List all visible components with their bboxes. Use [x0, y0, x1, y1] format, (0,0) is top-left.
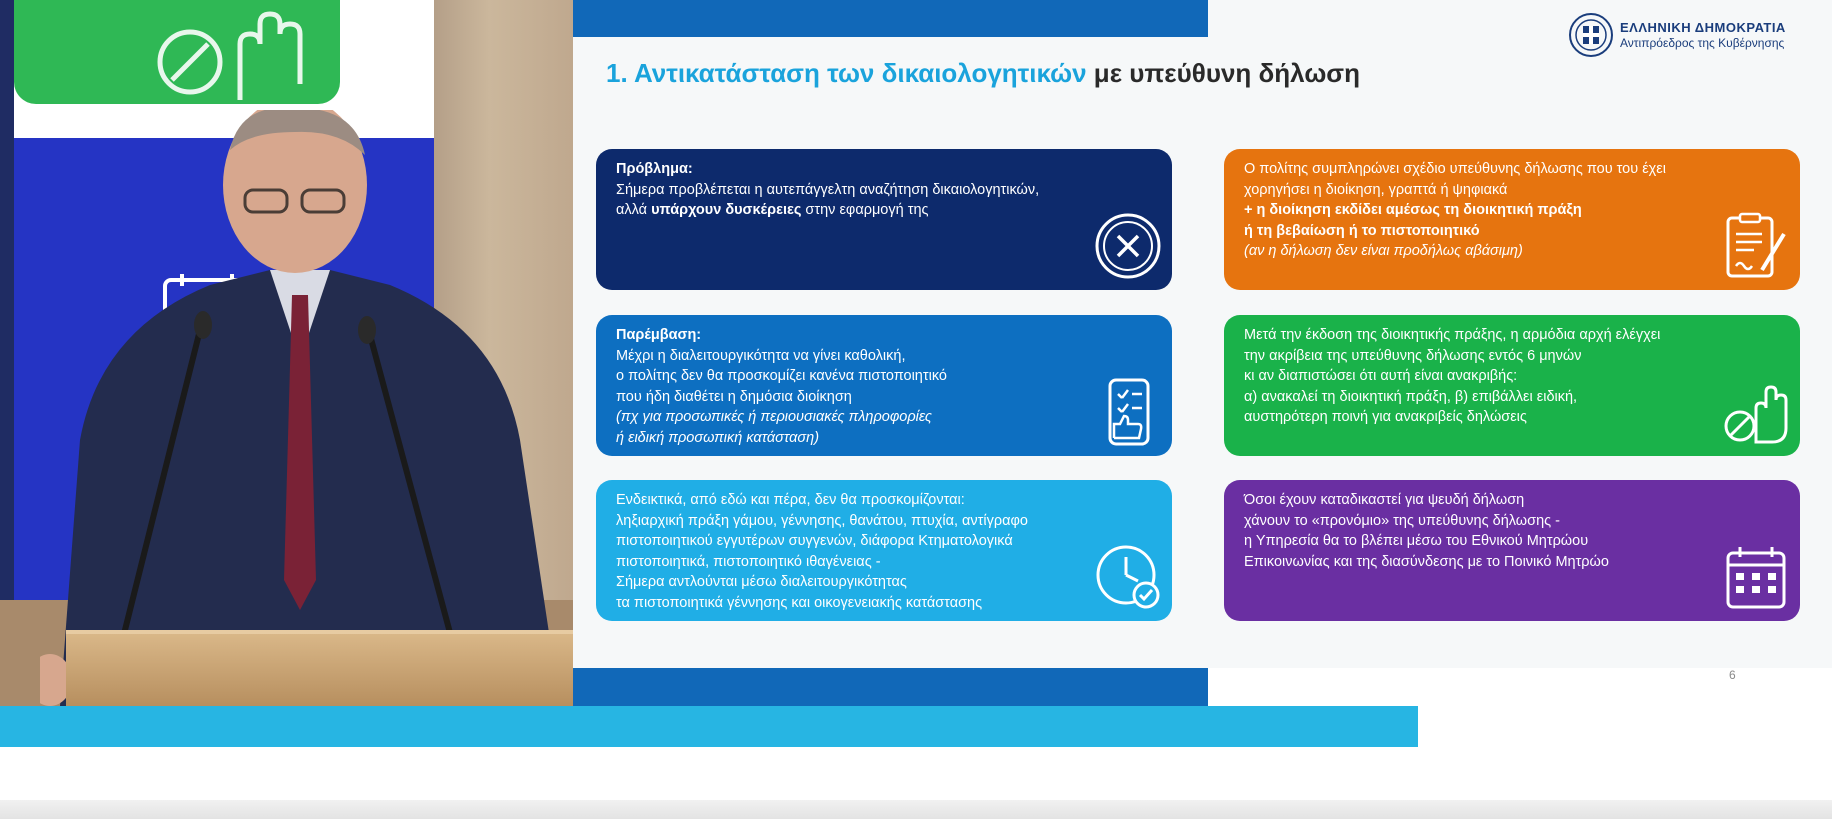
- card-line: ο πολίτης δεν θα προσκομίζει κανένα πιστοποιητικό: [616, 368, 947, 384]
- card-line: πιστοποιητικού εγγυτέρων συγγενών, διάφορα Κτηματολογικά: [616, 533, 1013, 549]
- x-circle-icon: [1094, 212, 1162, 280]
- card-line: Μετά την έκδοση της διοικητικής πράξης, η αρμόδια αρχή ελέγχει: [1244, 327, 1661, 343]
- heading-rest: με υπεύθυνη δήλωση: [1093, 58, 1360, 88]
- government-logo: [1568, 12, 1786, 58]
- logo-title: ΕΛΛΗΝΙΚΗ ΔΗΜΟΚΡΑΤΙΑ: [1620, 20, 1786, 35]
- card-intervention: [596, 315, 1172, 456]
- slide-page-number: 6: [1729, 668, 1736, 682]
- slide-top-bar: [573, 0, 1208, 37]
- card-line: πιστοποιητικά, πιστοποιητικό ιθαγένειας -: [616, 553, 881, 570]
- card-line: Ο πολίτης συμπληρώνει σχέδιο υπεύθυνης δήλωσης που του έχει: [1244, 161, 1666, 177]
- card-line: ή τη βεβαίωση ή το πιστοποιητικό: [1244, 222, 1480, 239]
- card-problem: [596, 149, 1172, 290]
- card-line: την ακρίβεια της υπεύθυνης δήλωσης εντός 6 μηνών: [1244, 347, 1582, 364]
- card-line: Όσοι έχουν καταδικαστεί για ψευδή δήλωση: [1244, 492, 1525, 508]
- slide-heading: [606, 58, 1360, 89]
- card-line: α) ανακαλεί τη διοικητική πράξη, β) επιβάλλει ειδική,: [1244, 388, 1578, 405]
- speaker-figure: [40, 110, 573, 706]
- presentation-slide: [573, 0, 1832, 706]
- phone-checklist-icon: [1094, 378, 1162, 446]
- card-line: η Υπηρεσία θα το βλέπει μέσω του Εθνικού Μητρώου: [1244, 533, 1589, 549]
- card-false-declaration: [1224, 480, 1800, 621]
- card-line: (αν η δήλωση δεν είναι προδήλως αβάσιμη): [1244, 243, 1523, 259]
- document-pen-icon: [1722, 212, 1790, 280]
- card-line: ληξιαρχική πράξη γάμου, γέννησης, θανάτου, πτυχία, αντίγραφο: [616, 512, 1028, 529]
- card-line: Σήμερα προβλέπεται η αυτεπάγγελτη αναζήτηση δικαιολογητικών,: [616, 181, 1040, 198]
- card-line: Σήμερα αντλούνται μέσω διαλειτουργικότητας: [616, 574, 907, 590]
- heading-accent: 1. Αντικατάσταση των δικαιολογητικών: [606, 58, 1087, 88]
- card-line: αλλά υπάρχουν δυσκέρειες στην εφαρμογή της: [616, 202, 929, 218]
- calendar-icon: [1722, 543, 1790, 611]
- card-line: κι αν διαπιστώσει ότι αυτή είναι ανακριβής:: [1244, 368, 1518, 384]
- card-line: τα πιστοποιητικά γέννησης και οικογενειακής κατάστασης: [616, 594, 983, 611]
- card-line: + η διοίκηση εκδίδει αμέσως τη διοικητική πράξη: [1244, 202, 1582, 218]
- card-line: Επικοινωνίας και της διασύνδεσης με το Ποινικό Μητρώο: [1244, 553, 1609, 570]
- card-after-issuance: [1224, 315, 1800, 456]
- hand-stop-icon: [1722, 378, 1790, 446]
- card-line: αυστηρότερη ποινή για ανακριβείς δηλώσεις: [1244, 409, 1527, 425]
- card-line: ή ειδική προσωπική κατάσταση): [616, 429, 820, 446]
- greek-emblem-icon: [1568, 12, 1614, 58]
- card-line: που ήδη διαθέτει η δημόσια διοίκηση: [616, 388, 852, 405]
- broadcast-lower-bar: [0, 706, 1418, 747]
- card-line: (πχ για προσωπικές ή περιουσιακές πληροφορίες: [616, 409, 932, 425]
- speaker-video: [0, 0, 573, 706]
- slide-lower-white: [1208, 668, 1832, 706]
- clock-check-icon: [1094, 543, 1162, 611]
- card-title: Πρόβλημα:: [616, 161, 693, 177]
- card-line: Ενδεικτικά, από εδώ και πέρα, δεν θα προσκομίζονται:: [616, 492, 965, 508]
- hand-stop-icon: [150, 4, 330, 100]
- card-indicative: [596, 480, 1172, 621]
- card-line: χάνουν το «προνόμιο» της υπεύθυνης δήλωσης -: [1244, 512, 1560, 529]
- podium: [66, 630, 573, 706]
- card-line: χορηγήσει η διοίκηση, γραπτά ή ψηφιακά: [1244, 181, 1508, 198]
- logo-subtitle: Αντιπρόεδρος της Κυβέρνησης: [1620, 35, 1785, 50]
- card-citizen: [1224, 149, 1800, 290]
- card-title: Παρέμβαση:: [616, 327, 702, 343]
- broadcast-footer-strip: [0, 800, 1832, 819]
- slide-bottom-bar: [573, 668, 1208, 706]
- card-line: Μέχρι η διαλειτουργικότητα να γίνει καθολική,: [616, 347, 906, 364]
